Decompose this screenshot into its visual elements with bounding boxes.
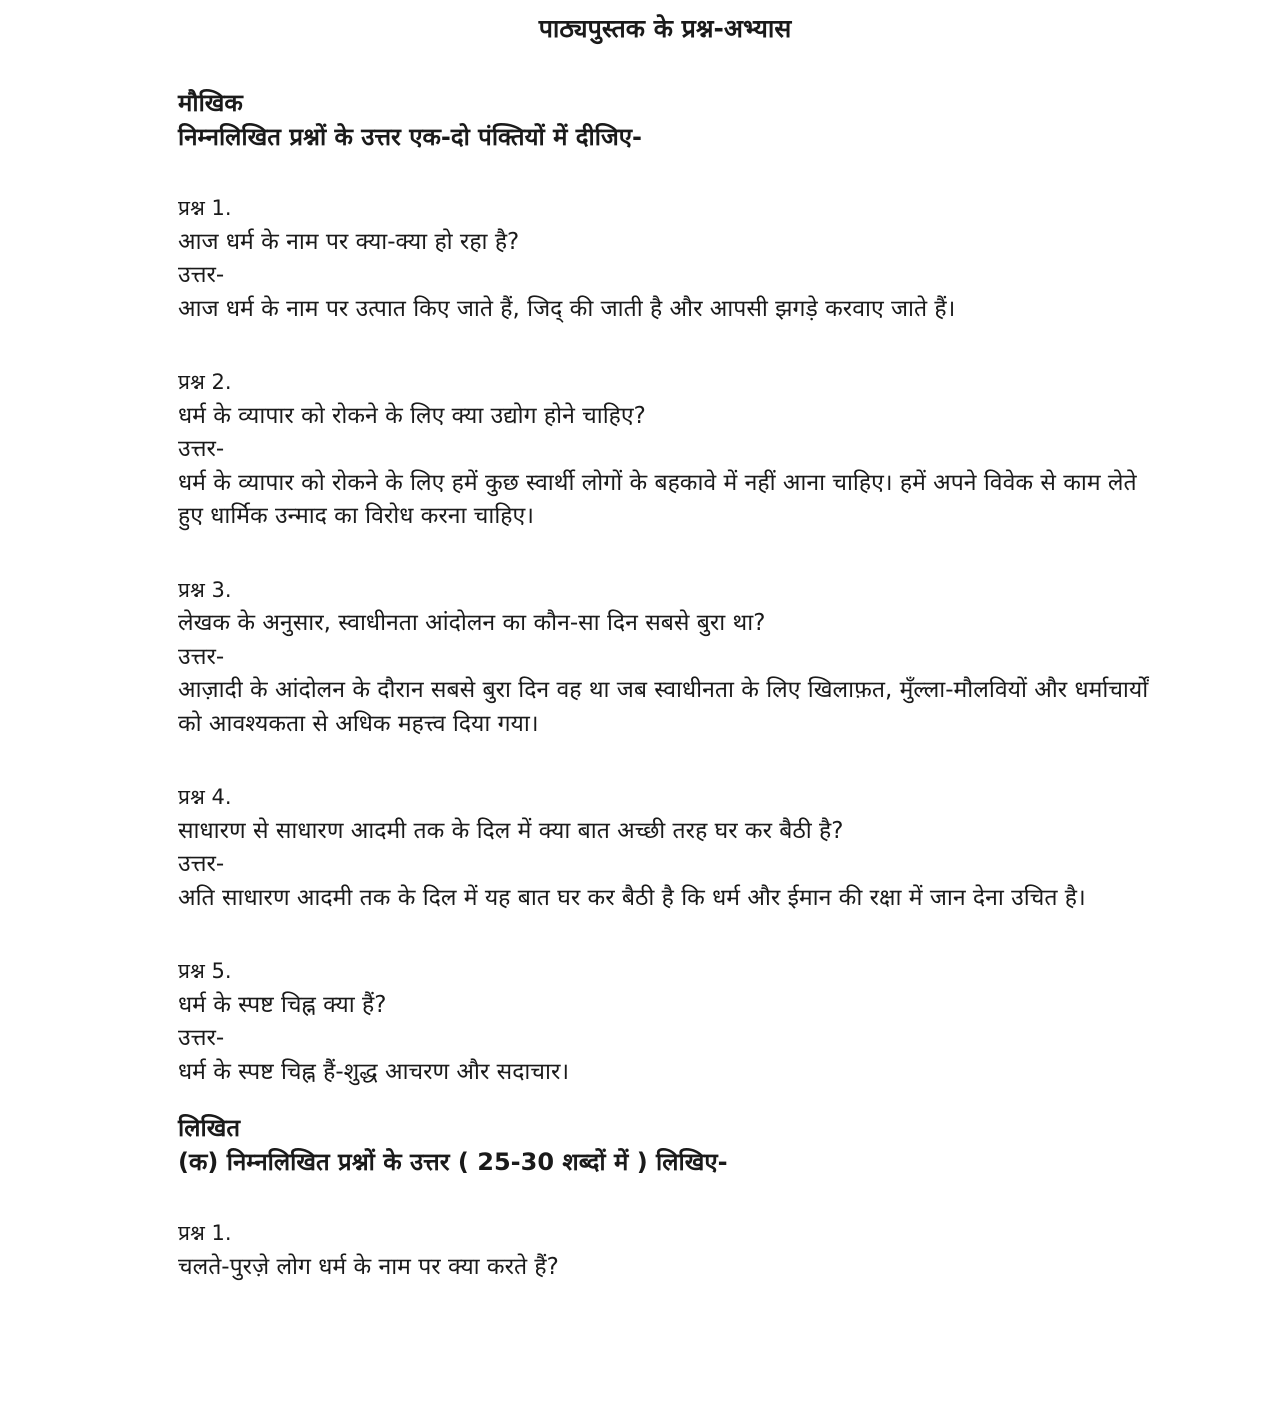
question-text: आज धर्म के नाम पर क्या-क्या हो रहा है? xyxy=(178,228,520,255)
section-instruction-written: (क) निम्नलिखित प्रश्नों के उत्तर ( 25-30 शब्दों में ) लिखिए- xyxy=(178,1148,728,1176)
document-body xyxy=(178,86,1168,1284)
written-section xyxy=(178,1111,1168,1284)
answer-label: उत्तर- xyxy=(178,1025,225,1051)
qa-item xyxy=(178,1217,1168,1284)
qa-item xyxy=(178,955,1168,1089)
question-number: प्रश्न 5. xyxy=(178,959,232,983)
answer-text: आज धर्म के नाम पर उत्पात किए जाते हैं, जिद् की जाती है और आपसी झगड़े करवाए जाते हैं। xyxy=(178,295,956,322)
answer-text: धर्म के स्पष्ट चिह्न हैं-शुद्ध आचरण और सदाचार। xyxy=(178,1058,570,1085)
section-heading-written: लिखित xyxy=(178,1114,241,1142)
answer-text: धर्म के व्यापार को रोकने के लिए हमें कुछ स्वार्थी लोगों के बहकावे में नहीं आना चाहिए। हमें अपने विवेक से काम लेते हुए धार्मिक उन्माद का विरोध करना चाहिए। xyxy=(178,469,1137,529)
answer-label: उत्तर- xyxy=(178,851,225,877)
question-text: साधारण से साधारण आदमी तक के दिल में क्या बात अच्छी तरह घर कर बैठी है? xyxy=(178,817,844,844)
answer-label: उत्तर- xyxy=(178,436,225,462)
qa-item xyxy=(178,366,1168,534)
question-text: धर्म के व्यापार को रोकने के लिए क्या उद्योग होने चाहिए? xyxy=(178,402,646,429)
question-text: चलते-पुरज़े लोग धर्म के नाम पर क्या करते हैं? xyxy=(178,1253,559,1280)
question-text: लेखक के अनुसार, स्वाधीनता आंदोलन का कौन-सा दिन सबसे बुरा था? xyxy=(178,610,766,636)
page-title: पाठ्यपुस्तक के प्रश्न-अभ्यास xyxy=(538,14,792,43)
section-instruction-oral: निम्नलिखित प्रश्नों के उत्तर एक-दो पंक्तियों में दीजिए- xyxy=(178,123,642,151)
question-number: प्रश्न 1. xyxy=(178,196,232,220)
answer-text: अति साधारण आदमी तक के दिल में यह बात घर कर बैठी है कि धर्म और ईमान की रक्षा में जान देना उचित है। xyxy=(178,884,1086,911)
answer-label: उत्तर- xyxy=(178,262,225,288)
qa-item xyxy=(178,574,1168,742)
question-number: प्रश्न 3. xyxy=(178,577,232,602)
answer-label: उत्तर- xyxy=(178,643,225,670)
section-heading-oral: मौखिक xyxy=(178,89,243,117)
qa-item xyxy=(178,192,1168,326)
answer-text: आज़ादी के आंदोलन के दौरान सबसे बुरा दिन वह था जब स्वाधीनता के लिए खिलाफ़त, मुँल्ला-मौलवियों और धर्माचार्यों को आवश्यकता से अधिक महत्त्व दिया गया। xyxy=(178,677,1149,737)
question-number: प्रश्न 2. xyxy=(178,370,232,394)
question-number: प्रश्न 1. xyxy=(178,1221,232,1245)
oral-section xyxy=(178,86,1168,1089)
question-text: धर्म के स्पष्ट चिह्न क्या हैं? xyxy=(178,991,387,1018)
question-number: प्रश्न 4. xyxy=(178,785,232,809)
qa-item xyxy=(178,781,1168,915)
